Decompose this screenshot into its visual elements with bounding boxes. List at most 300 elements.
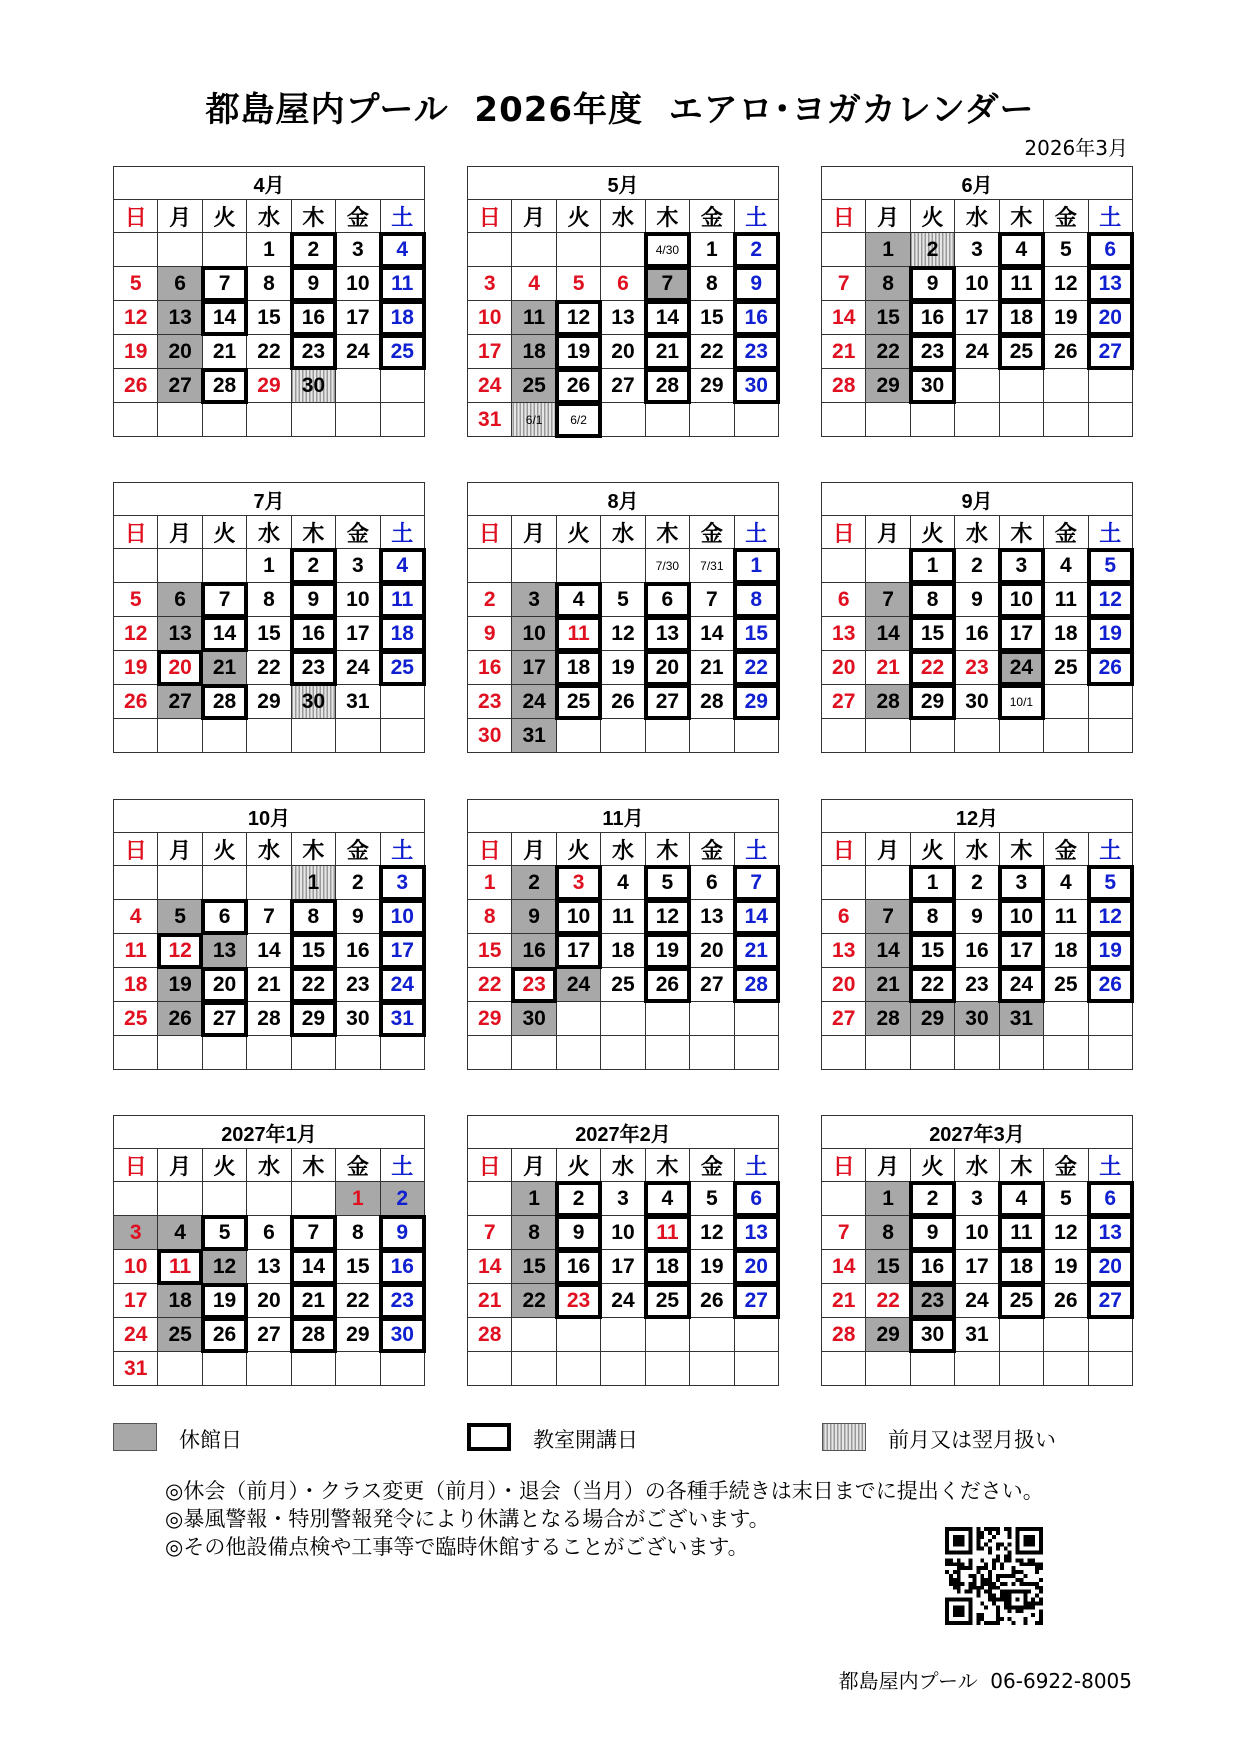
day-cell: 1 (866, 1182, 910, 1216)
empty-cell (866, 403, 910, 437)
day-cell: 24 (556, 968, 600, 1002)
day-cell: 5 (556, 267, 600, 301)
empty-cell (1088, 1352, 1132, 1386)
month-table (113, 482, 425, 753)
weekday-header: 水 (247, 200, 291, 233)
day-cell: 20 (1088, 301, 1132, 335)
day-cell: 1 (247, 549, 291, 583)
weekday-header: 水 (601, 833, 645, 866)
month-calendar (467, 482, 779, 753)
day-cell: 7 (468, 1216, 512, 1250)
day-cell: 3 (336, 549, 380, 583)
day-cell: 28 (866, 685, 910, 719)
day-cell: 7 (822, 267, 866, 301)
day-cell: 21 (822, 335, 866, 369)
day-cell: 8 (910, 900, 954, 934)
day-cell: 30 (291, 369, 335, 403)
weekday-header: 火 (556, 833, 600, 866)
day-cell: 3 (999, 549, 1043, 583)
day-cell: 20 (690, 934, 734, 968)
weekday-header: 月 (158, 200, 202, 233)
day-cell: 6 (1088, 1182, 1132, 1216)
weekday-header: 土 (380, 516, 424, 549)
day-cell: 25 (380, 335, 424, 369)
weekday-header: 月 (158, 516, 202, 549)
day-cell: 6 (690, 866, 734, 900)
day-cell: 26 (556, 369, 600, 403)
empty-cell (734, 1036, 778, 1070)
day-cell: 8 (690, 267, 734, 301)
day-cell: 17 (556, 934, 600, 968)
empty-cell (291, 719, 335, 753)
empty-cell (158, 866, 202, 900)
day-cell: 17 (336, 617, 380, 651)
day-cell: 10 (999, 900, 1043, 934)
empty-cell (158, 1182, 202, 1216)
weekday-header: 木 (999, 1149, 1043, 1182)
weekday-header: 土 (734, 516, 778, 549)
day-cell: 15 (734, 617, 778, 651)
empty-cell (468, 549, 512, 583)
day-cell: 9 (336, 900, 380, 934)
weekday-header: 火 (556, 200, 600, 233)
day-cell: 2 (955, 866, 999, 900)
day-cell: 3 (336, 233, 380, 267)
empty-cell (202, 233, 246, 267)
day-cell: 21 (866, 651, 910, 685)
day-cell: 7 (291, 1216, 335, 1250)
note-storm: ◎暴風警報・特別警報発令により休講となる場合がございます。 (165, 1507, 770, 1531)
day-cell: 31 (336, 685, 380, 719)
weekday-header: 月 (512, 516, 556, 549)
day-cell: 26 (601, 685, 645, 719)
day-cell: 16 (955, 934, 999, 968)
day-cell: 18 (1044, 617, 1088, 651)
day-cell: 17 (336, 301, 380, 335)
day-cell: 3 (999, 866, 1043, 900)
empty-cell (512, 549, 556, 583)
day-cell: 9 (291, 583, 335, 617)
day-cell: 9 (380, 1216, 424, 1250)
day-cell: 21 (866, 968, 910, 1002)
weekday-header: 日 (114, 200, 158, 233)
empty-cell (202, 1352, 246, 1386)
day-cell: 9 (291, 267, 335, 301)
day-cell: 23 (291, 651, 335, 685)
day-cell: 18 (114, 968, 158, 1002)
day-cell: 15 (291, 934, 335, 968)
day-cell: 22 (734, 651, 778, 685)
empty-cell (247, 1182, 291, 1216)
day-cell: 16 (910, 301, 954, 335)
weekday-header: 土 (1088, 1149, 1132, 1182)
day-cell: 7/30 (645, 549, 689, 583)
day-cell: 6 (158, 267, 202, 301)
day-cell: 12 (202, 1250, 246, 1284)
month-table (113, 799, 425, 1070)
day-cell: 28 (468, 1318, 512, 1352)
empty-cell (380, 685, 424, 719)
day-cell: 20 (822, 968, 866, 1002)
day-cell: 8 (336, 1216, 380, 1250)
weekday-header: 月 (866, 516, 910, 549)
weekday-header: 日 (114, 1149, 158, 1182)
empty-cell (999, 369, 1043, 403)
day-cell: 13 (822, 617, 866, 651)
weekday-header: 水 (247, 516, 291, 549)
empty-cell (955, 1352, 999, 1386)
day-cell: 2 (291, 549, 335, 583)
legend-class-day-label: 教室開講日 (533, 1428, 638, 1452)
empty-cell (114, 719, 158, 753)
legend-other-month-swatch (822, 1423, 866, 1451)
day-cell: 11 (556, 617, 600, 651)
day-cell: 21 (822, 1284, 866, 1318)
empty-cell (468, 1036, 512, 1070)
empty-cell (645, 403, 689, 437)
empty-cell (822, 1352, 866, 1386)
day-cell: 7 (734, 866, 778, 900)
month-table (821, 482, 1133, 753)
day-cell: 31 (999, 1002, 1043, 1036)
empty-cell (999, 1352, 1043, 1386)
day-cell: 8 (866, 267, 910, 301)
day-cell: 29 (690, 369, 734, 403)
day-cell: 4 (380, 233, 424, 267)
empty-cell (734, 1002, 778, 1036)
month-calendar (467, 166, 779, 437)
day-cell: 3 (114, 1216, 158, 1250)
day-cell: 27 (822, 685, 866, 719)
empty-cell (380, 1352, 424, 1386)
day-cell: 10 (999, 583, 1043, 617)
empty-cell (866, 719, 910, 753)
day-cell: 8 (910, 583, 954, 617)
day-cell: 14 (645, 301, 689, 335)
day-cell: 28 (291, 1318, 335, 1352)
day-cell: 2 (910, 1182, 954, 1216)
note-maintenance: ◎その他設備点検や工事等で臨時休館することがございます。 (165, 1535, 749, 1559)
day-cell: 15 (690, 301, 734, 335)
day-cell: 19 (202, 1284, 246, 1318)
empty-cell (512, 233, 556, 267)
day-cell: 4 (601, 866, 645, 900)
day-cell: 25 (1044, 651, 1088, 685)
empty-cell (336, 1352, 380, 1386)
weekday-header: 月 (866, 200, 910, 233)
day-cell: 27 (690, 968, 734, 1002)
empty-cell (999, 1036, 1043, 1070)
weekday-header: 土 (734, 833, 778, 866)
day-cell: 24 (999, 968, 1043, 1002)
day-cell: 22 (336, 1284, 380, 1318)
empty-cell (1044, 403, 1088, 437)
day-cell: 17 (380, 934, 424, 968)
weekday-header: 火 (910, 833, 954, 866)
day-cell: 11 (645, 1216, 689, 1250)
day-cell: 16 (734, 301, 778, 335)
day-cell: 12 (690, 1216, 734, 1250)
day-cell: 4 (1044, 549, 1088, 583)
weekday-header: 日 (114, 833, 158, 866)
empty-cell (291, 1036, 335, 1070)
day-cell: 14 (690, 617, 734, 651)
day-cell: 29 (336, 1318, 380, 1352)
empty-cell (556, 1036, 600, 1070)
weekday-header: 火 (556, 1149, 600, 1182)
day-cell: 9 (910, 1216, 954, 1250)
weekday-header: 金 (1044, 833, 1088, 866)
day-cell: 27 (202, 1002, 246, 1036)
day-cell: 31 (955, 1318, 999, 1352)
day-cell: 10 (601, 1216, 645, 1250)
empty-cell (690, 1352, 734, 1386)
day-cell: 8 (247, 583, 291, 617)
day-cell: 6 (645, 583, 689, 617)
day-cell: 13 (202, 934, 246, 968)
day-cell: 3 (512, 583, 556, 617)
day-cell: 13 (158, 301, 202, 335)
empty-cell (380, 403, 424, 437)
weekday-header: 金 (690, 516, 734, 549)
day-cell: 21 (202, 335, 246, 369)
empty-cell (910, 403, 954, 437)
day-cell: 14 (734, 900, 778, 934)
empty-cell (822, 549, 866, 583)
day-cell: 16 (468, 651, 512, 685)
day-cell: 20 (822, 651, 866, 685)
empty-cell (202, 866, 246, 900)
empty-cell (114, 866, 158, 900)
empty-cell (999, 719, 1043, 753)
empty-cell (1088, 1002, 1132, 1036)
month-calendar (467, 1115, 779, 1386)
day-cell: 2 (512, 866, 556, 900)
month-calendar (113, 1115, 425, 1386)
day-cell: 23 (734, 335, 778, 369)
month-title: 2027年1月 (114, 1116, 425, 1149)
weekday-header: 火 (202, 200, 246, 233)
day-cell: 21 (202, 651, 246, 685)
day-cell: 10/1 (999, 685, 1043, 719)
day-cell: 27 (601, 369, 645, 403)
empty-cell (336, 369, 380, 403)
empty-cell (380, 1036, 424, 1070)
day-cell: 26 (114, 685, 158, 719)
day-cell: 24 (999, 651, 1043, 685)
empty-cell (202, 1182, 246, 1216)
day-cell: 16 (556, 1250, 600, 1284)
day-cell: 9 (734, 267, 778, 301)
weekday-header: 金 (1044, 200, 1088, 233)
day-cell: 23 (910, 1284, 954, 1318)
empty-cell (512, 1318, 556, 1352)
day-cell: 15 (866, 1250, 910, 1284)
empty-cell (380, 719, 424, 753)
day-cell: 20 (247, 1284, 291, 1318)
day-cell: 25 (999, 1284, 1043, 1318)
month-table (113, 166, 425, 437)
empty-cell (822, 1182, 866, 1216)
day-cell: 20 (202, 968, 246, 1002)
day-cell: 30 (910, 369, 954, 403)
weekday-header: 水 (601, 1149, 645, 1182)
day-cell: 11 (158, 1250, 202, 1284)
empty-cell (114, 233, 158, 267)
day-cell: 7 (645, 267, 689, 301)
day-cell: 25 (556, 685, 600, 719)
day-cell: 2 (955, 549, 999, 583)
day-cell: 17 (468, 335, 512, 369)
empty-cell (910, 1352, 954, 1386)
day-cell: 18 (999, 301, 1043, 335)
weekday-header: 日 (468, 200, 512, 233)
day-cell: 10 (114, 1250, 158, 1284)
day-cell: 3 (556, 866, 600, 900)
day-cell: 3 (955, 233, 999, 267)
month-calendar (113, 482, 425, 753)
empty-cell (1044, 369, 1088, 403)
empty-cell (1044, 1352, 1088, 1386)
day-cell: 24 (512, 685, 556, 719)
day-cell: 6 (822, 900, 866, 934)
day-cell: 28 (202, 369, 246, 403)
day-cell: 25 (999, 335, 1043, 369)
day-cell: 2 (734, 233, 778, 267)
day-cell: 6 (1088, 233, 1132, 267)
day-cell: 15 (910, 934, 954, 968)
weekday-header: 金 (336, 200, 380, 233)
empty-cell (734, 1352, 778, 1386)
empty-cell (158, 233, 202, 267)
empty-cell (468, 1352, 512, 1386)
day-cell: 27 (1088, 1284, 1132, 1318)
empty-cell (734, 403, 778, 437)
empty-cell (291, 1182, 335, 1216)
day-cell: 12 (645, 900, 689, 934)
month-title: 10月 (114, 800, 425, 833)
day-cell: 5 (114, 583, 158, 617)
day-cell: 28 (734, 968, 778, 1002)
weekday-header: 木 (645, 200, 689, 233)
empty-cell (556, 549, 600, 583)
empty-cell (247, 403, 291, 437)
day-cell: 26 (114, 369, 158, 403)
page-title: 都島屋内プール 2026年度 エアロ･ヨガカレンダー (205, 90, 1035, 130)
weekday-header: 日 (468, 516, 512, 549)
day-cell: 20 (601, 335, 645, 369)
day-cell: 18 (601, 934, 645, 968)
day-cell: 25 (645, 1284, 689, 1318)
day-cell: 1 (866, 233, 910, 267)
weekday-header: 日 (822, 200, 866, 233)
empty-cell (512, 1352, 556, 1386)
day-cell: 28 (822, 1318, 866, 1352)
day-cell: 30 (910, 1318, 954, 1352)
day-cell: 5 (690, 1182, 734, 1216)
day-cell: 8 (247, 267, 291, 301)
note-procedures: ◎休会（前月）・クラス変更（前月）・退会（当月）の各種手続きは末日までに提出ください。 (165, 1479, 1044, 1503)
day-cell: 31 (380, 1002, 424, 1036)
day-cell: 24 (114, 1318, 158, 1352)
day-cell: 20 (158, 651, 202, 685)
day-cell: 4 (556, 583, 600, 617)
day-cell: 5 (114, 267, 158, 301)
day-cell: 24 (380, 968, 424, 1002)
day-cell: 4 (1044, 866, 1088, 900)
weekday-header: 金 (690, 1149, 734, 1182)
empty-cell (114, 549, 158, 583)
day-cell: 27 (1088, 335, 1132, 369)
empty-cell (1088, 403, 1132, 437)
day-cell: 6 (158, 583, 202, 617)
weekday-header: 木 (645, 516, 689, 549)
day-cell: 9 (955, 583, 999, 617)
day-cell: 12 (601, 617, 645, 651)
empty-cell (1088, 719, 1132, 753)
empty-cell (645, 719, 689, 753)
weekday-header: 月 (866, 833, 910, 866)
weekday-header: 金 (690, 200, 734, 233)
issue-date: 2026年3月 (1024, 136, 1128, 160)
day-cell: 20 (645, 651, 689, 685)
day-cell: 23 (380, 1284, 424, 1318)
empty-cell (734, 1318, 778, 1352)
empty-cell (158, 549, 202, 583)
day-cell: 18 (556, 651, 600, 685)
day-cell: 14 (866, 617, 910, 651)
day-cell: 1 (910, 866, 954, 900)
day-cell: 26 (1088, 968, 1132, 1002)
day-cell: 29 (734, 685, 778, 719)
day-cell: 12 (158, 934, 202, 968)
empty-cell (822, 1036, 866, 1070)
empty-cell (1044, 685, 1088, 719)
day-cell: 13 (645, 617, 689, 651)
empty-cell (1044, 1036, 1088, 1070)
weekday-header: 木 (999, 200, 1043, 233)
day-cell: 22 (866, 335, 910, 369)
day-cell: 8 (291, 900, 335, 934)
day-cell: 12 (1088, 900, 1132, 934)
day-cell: 18 (1044, 934, 1088, 968)
legend-other-month-label: 前月又は翌月扱い (888, 1428, 1056, 1452)
weekday-header: 土 (734, 1149, 778, 1182)
day-cell: 11 (999, 267, 1043, 301)
empty-cell (202, 1036, 246, 1070)
day-cell: 22 (247, 651, 291, 685)
month-table (467, 166, 779, 437)
qr-code-icon[interactable] (945, 1527, 1043, 1625)
day-cell: 30 (468, 719, 512, 753)
day-cell: 18 (380, 617, 424, 651)
day-cell: 16 (380, 1250, 424, 1284)
day-cell: 10 (468, 301, 512, 335)
day-cell: 20 (734, 1250, 778, 1284)
weekday-header: 火 (202, 1149, 246, 1182)
empty-cell (1088, 369, 1132, 403)
day-cell: 16 (291, 617, 335, 651)
day-cell: 4 (158, 1216, 202, 1250)
day-cell: 14 (247, 934, 291, 968)
day-cell: 21 (468, 1284, 512, 1318)
empty-cell (690, 1036, 734, 1070)
empty-cell (158, 1036, 202, 1070)
weekday-header: 金 (336, 1149, 380, 1182)
empty-cell (247, 1352, 291, 1386)
empty-cell (999, 1318, 1043, 1352)
weekday-header: 木 (291, 833, 335, 866)
